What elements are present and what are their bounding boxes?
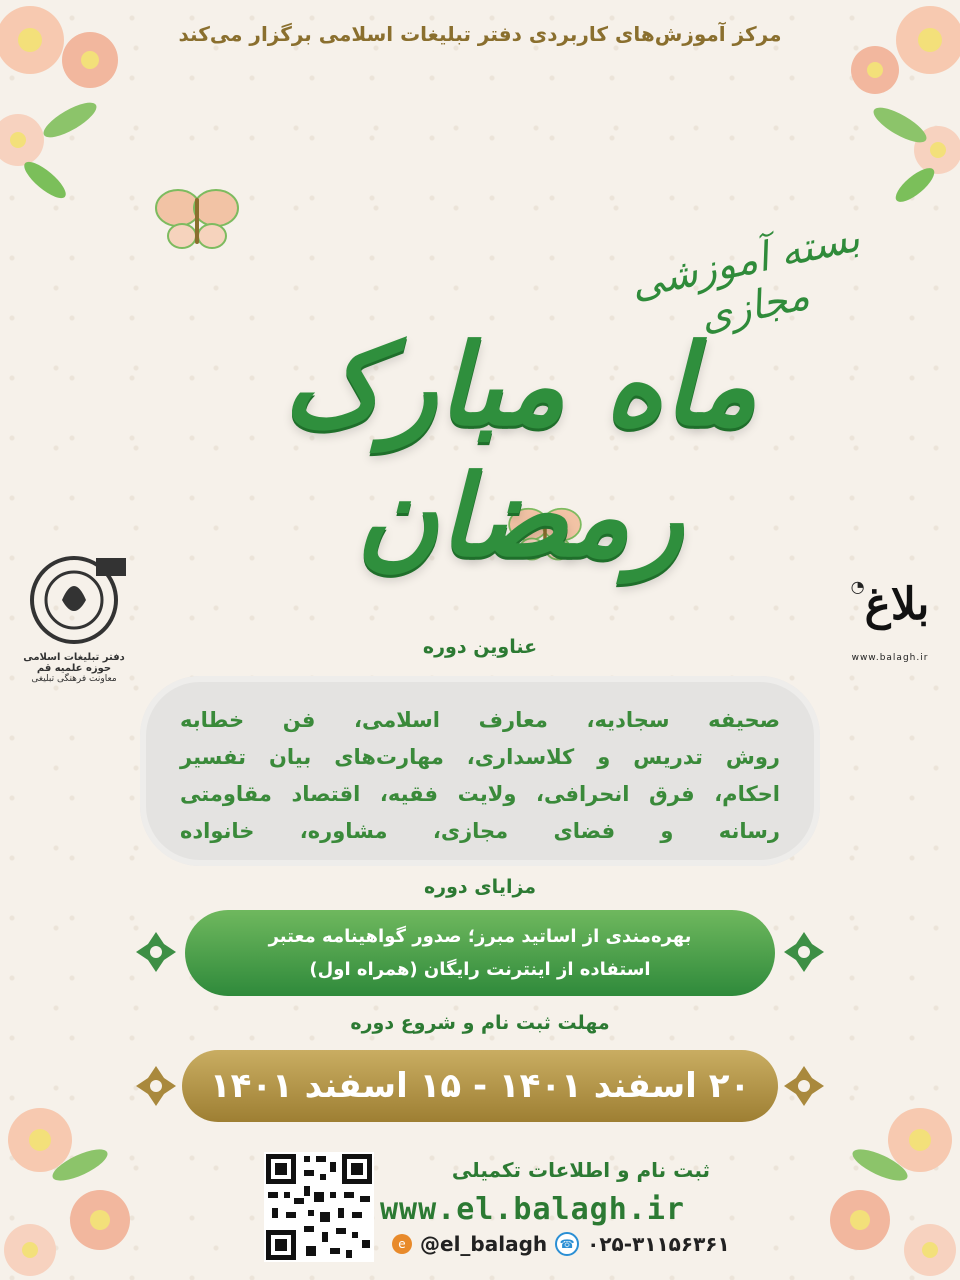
flower-corner-bottom-right bbox=[810, 1070, 960, 1280]
left-logo-text-2: معاونت فرهنگی تبلیغی bbox=[31, 674, 117, 684]
ornament-icon bbox=[134, 1064, 178, 1108]
social-handle[interactable]: @el_balagh bbox=[420, 1232, 548, 1256]
left-logo-text-1: دفتر تبلیغات اسلامی حوزه علمیه قم bbox=[23, 652, 125, 674]
topic-line: روش تدریس و کلاسداری، مهارت‌های بیان تفسیر bbox=[180, 745, 780, 769]
topic-line: احکام، فرق انحرافی، ولایت فقیه، اقتصاد مقاومتی bbox=[180, 782, 780, 806]
organizer-line: مرکز آموزش‌های کاربردی دفتر تبلیغات اسلامی برگزار می‌کند bbox=[178, 22, 782, 46]
date-box bbox=[182, 1050, 778, 1122]
contact-row bbox=[392, 1232, 730, 1256]
butterfly-icon bbox=[152, 180, 242, 260]
deadline-heading: مهلت ثبت نام و شروع دوره bbox=[350, 1012, 610, 1034]
phone-icon: ☎ bbox=[555, 1232, 579, 1256]
topics-heading: عناوین دوره bbox=[422, 636, 538, 658]
ornament-icon bbox=[782, 1064, 826, 1108]
topics-box bbox=[140, 676, 820, 866]
topic-line: رسانه و فضای مجازی، مشاوره، خانواده bbox=[180, 819, 780, 843]
page-title: ماه مبارک رمضان bbox=[282, 320, 758, 582]
emblem-icon bbox=[12, 552, 136, 648]
flower-corner-bottom-left bbox=[0, 1070, 150, 1280]
ornament-icon bbox=[134, 930, 178, 974]
right-brand-url: www.balagh.ir bbox=[851, 653, 929, 663]
website-link[interactable]: www.el.balagh.ir bbox=[380, 1192, 685, 1227]
signal-icon: ◔ bbox=[850, 577, 865, 596]
subtitle: بسته آموزشی مجازی bbox=[626, 214, 864, 341]
ornament-icon bbox=[782, 930, 826, 974]
benefit-line: استفاده از اینترنت رایگان (همراه اول) bbox=[309, 959, 651, 980]
topic-line: صحیفه سجادیه، معارف اسلامی، فن خطابه bbox=[180, 708, 780, 732]
registration-label: ثبت نام و اطلاعات تکمیلی bbox=[451, 1158, 710, 1182]
right-brand-logo bbox=[840, 575, 940, 685]
right-brand-name: بلاغ bbox=[864, 579, 930, 630]
date-range: ۲۰ اسفند ۱۴۰۱ - ۱۵ اسفند ۱۴۰۱ bbox=[209, 1066, 751, 1106]
eitaa-icon: e bbox=[392, 1234, 412, 1254]
left-emblem-logo bbox=[12, 552, 136, 682]
benefits-heading: مزایای دوره bbox=[423, 876, 537, 898]
benefit-line: بهره‌مندی از اساتید مبرز؛ صدور گواهینامه معتبر bbox=[268, 926, 692, 947]
benefits-box bbox=[185, 910, 775, 996]
phone-number[interactable]: ۰۲۵-۳۱۱۵۶۳۶۱ bbox=[587, 1232, 730, 1256]
qr-code-icon[interactable] bbox=[264, 1152, 374, 1262]
